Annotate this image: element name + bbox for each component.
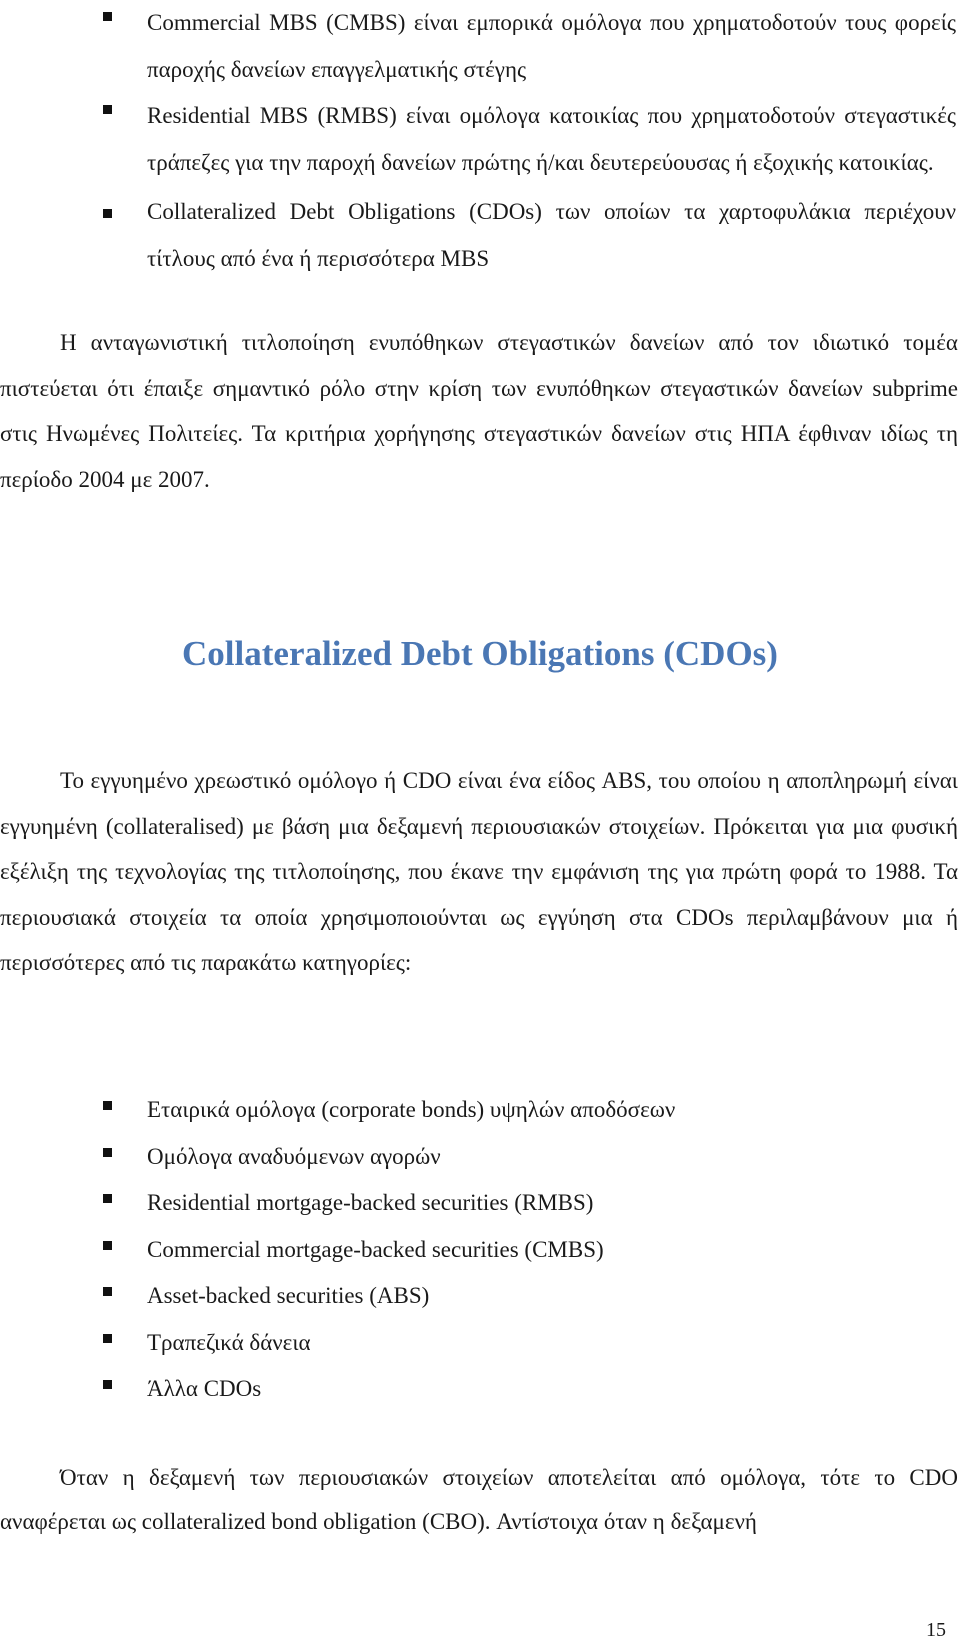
bullet-text: Commercial mortgage-backed securities (CMBS) <box>147 1236 604 1262</box>
list-item <box>0 1366 958 1413</box>
bullet-text: Άλλα CDOs <box>147 1376 262 1401</box>
body-paragraph: Όταν η δεξαμενή των περιουσιακών στοιχείων αποτελείται από ομόλογα, τότε το CDO αναφέρεται ως collateralized bond obligation (CBO). Αντίστοιχα όταν η δεξαμενή <box>0 1465 958 1534</box>
square-bullet-icon <box>103 1334 112 1343</box>
page-number: 15 <box>926 1619 946 1641</box>
list-item <box>0 189 958 282</box>
square-bullet-icon <box>103 105 112 114</box>
section-heading: Collateralized Debt Obligations (CDOs) <box>182 634 778 673</box>
square-bullet-icon <box>103 12 112 21</box>
bullet-text: Εταιρικά ομόλογα (corporate bonds) υψηλών αποδόσεων <box>147 1097 676 1122</box>
list-item <box>0 1087 958 1134</box>
bullet-text: Asset-backed securities (ABS) <box>147 1283 430 1308</box>
square-bullet-icon <box>103 1241 112 1250</box>
square-bullet-icon <box>103 1101 112 1110</box>
list-item <box>0 1134 958 1181</box>
square-bullet-icon <box>103 1380 112 1389</box>
intro-bullet-list <box>0 0 958 282</box>
square-bullet-icon <box>103 1148 112 1157</box>
collateral-category-list <box>0 1087 958 1413</box>
bullet-text: Residential mortgage-backed securities (RMBS) <box>147 1190 594 1215</box>
bullet-text: Residential MBS (RMBS) είναι ομόλογα κατοικίας που χρηματοδοτούν στεγαστικές τράπεζες για την παροχή δανείων πρώτης ή/και δευτερεύουσας ή εξοχικής κατοικίας. <box>147 103 956 175</box>
bullet-text: Ομόλογα αναδυόμενων αγορών <box>147 1143 441 1169</box>
bullet-text: Τραπεζικά δάνεια <box>147 1329 311 1355</box>
list-item <box>0 93 958 186</box>
list-item <box>0 1320 958 1367</box>
bullet-text: Collateralized Debt Obligations (CDOs) των οποίων τα χαρτοφυλάκια περιέχουν τίτλους από ένα ή περισσότερα MBS <box>147 199 956 271</box>
body-paragraph: Η ανταγωνιστική τιτλοποίηση ενυπόθηκων στεγαστικών δανείων από τον ιδιωτικό τομέα πιστεύεται ότι έπαιξε σημαντικό ρόλο στην κρίση των ενυπόθηκων στεγαστικών δανείων subprime στις Ηνωμένες Πολιτείες. Τα κριτήρια χορήγησης στεγαστικών δανείων στις ΗΠΑ έφθιναν ιδίως τη περίοδο 2004 με 2007. <box>0 330 958 492</box>
list-item <box>0 1273 958 1320</box>
bullet-text: Commercial MBS (CMBS) είναι εμπορικά ομόλογα που χρηματοδοτούν τους φορείς παροχής δανείων επαγγελματικής στέγης <box>147 10 956 82</box>
list-item <box>0 0 958 93</box>
list-item <box>0 1180 958 1227</box>
square-bullet-icon <box>103 209 112 218</box>
square-bullet-icon <box>103 1194 112 1203</box>
body-paragraph: Το εγγυημένο χρεωστικό ομόλογο ή CDO είναι ένα είδος ABS, του οποίου η αποπληρωμή είναι εγγυημένη (collateralised) με βάση μια δεξαμενή περιουσιακών στοιχείων. Πρόκειται για μια φυσική εξέλιξη της τεχνολογίας της τιτλοποίησης, που έκανε την εμφάνιση της για πρώτη φορά το 1988. Τα περιουσιακά στοιχεία τα οποία χρησιμοποιούνται ως εγγύηση στα CDOs περιλαμβάνουν μια ή περισσότερες από τις παρακάτω κατηγορίες: <box>0 768 958 975</box>
list-item <box>0 1227 958 1274</box>
square-bullet-icon <box>103 1287 112 1296</box>
